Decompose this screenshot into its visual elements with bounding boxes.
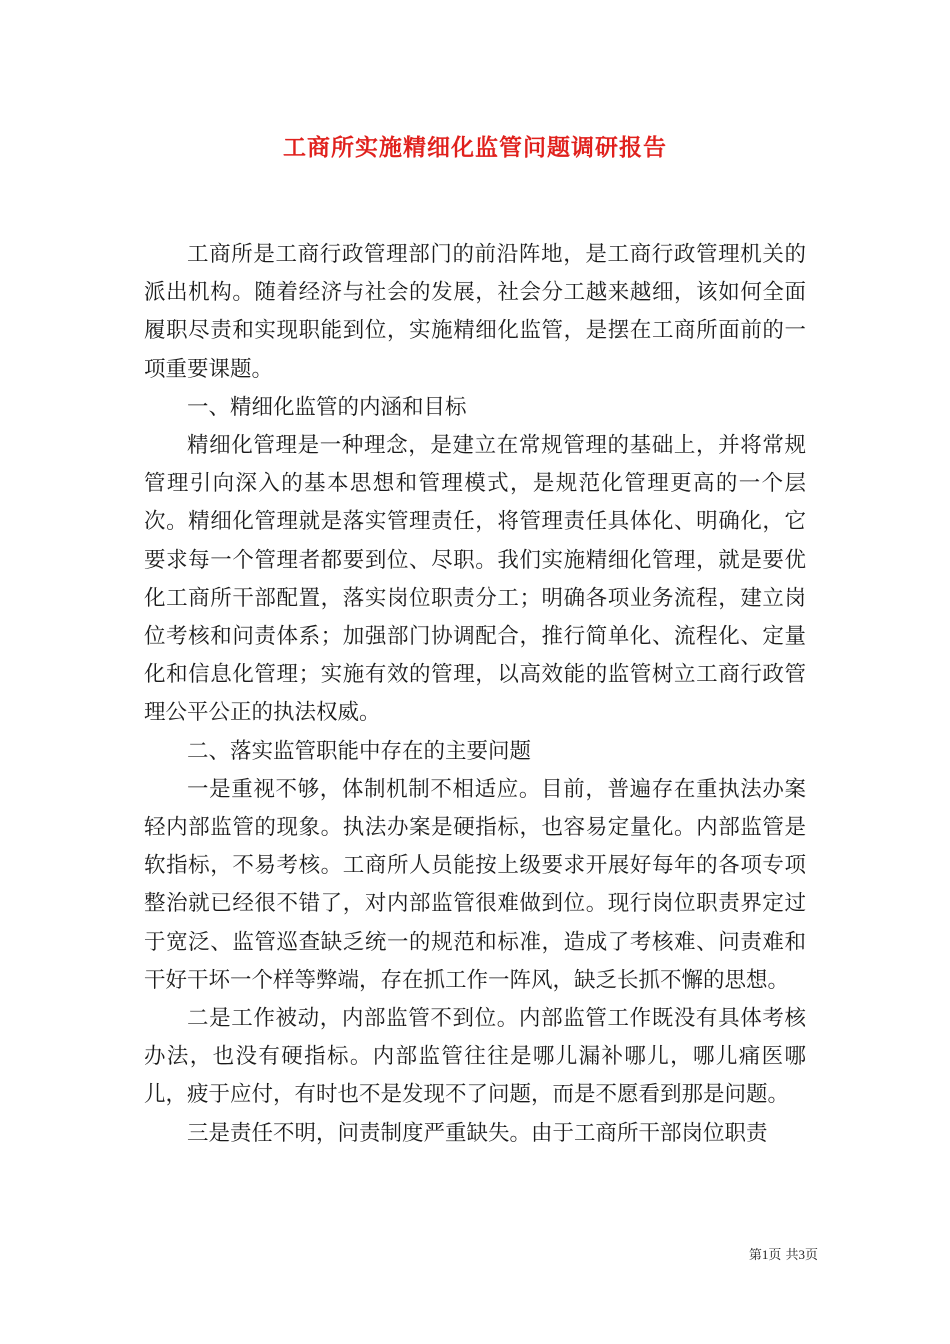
paragraph-problem-3: 三是责任不明，问责制度严重缺失。由于工商所干部岗位职责 <box>187 1120 768 1146</box>
paragraph-problem-2: 二是工作被动，内部监管不到位。内部监管工作既没有具体考核办法，也没有硬指标。内部监管往往是哪儿漏补哪儿，哪儿痛医哪儿，疲于应付，有时也不是发现不了问题，而是不愿看到那是问题。 <box>144 1006 806 1108</box>
section-heading-2: 二、落实监管职能中存在的主要问题 <box>187 738 532 764</box>
page-footer <box>688 1246 818 1265</box>
total-pages-number: 3 <box>798 1247 805 1262</box>
footer-middle: 页 共 <box>768 1248 799 1263</box>
footer-prefix: 第 <box>748 1248 762 1263</box>
document-title: 工商所实施精细化监管问题调研报告 <box>283 134 667 161</box>
section-heading-1: 一、精细化监管的内涵和目标 <box>187 394 467 420</box>
paragraph-intro: 工商所是工商行政管理部门的前沿阵地，是工商行政管理机关的派出机构。随着经济与社会的发展，社会分工越来越细，该如何全面履职尽责和实现职能到位，实施精细化监管，是摆在工商所面前的一项重要课题。 <box>144 242 806 382</box>
document-body <box>144 236 806 1153</box>
footer-suffix: 页 <box>804 1248 818 1263</box>
paragraph-problem-1: 一是重视不够，体制机制不相适应。目前，普遍存在重执法办案轻内部监管的现象。执法办案是硬指标，也容易定量化。内部监管是软指标，不易考核。工商所人员能按上级要求开展好每年的各项专项整治就已经很不错了，对内部监管很难做到位。现行岗位职责界定过于宽泛、监管巡查缺乏统一的规范和标准，造成了考核难、问责难和干好干坏一个样等弊端，存在抓工作一阵风，缺乏长抓不懈的思想。 <box>144 776 806 993</box>
current-page-number: 1 <box>761 1247 769 1262</box>
paragraph-connotation: 精细化管理是一种理念，是建立在常规管理的基础上，并将常规管理引向深入的基本思想和管理模式，是规范化管理更高的一个层次。精细化管理就是落实管理责任，将管理责任具体化、明确化，它要求每一个管理者都要到位、尽职。我们实施精细化管理，就是要优化工商所干部配置，落实岗位职责分工；明确各项业务流程，建立岗位考核和问责体系；加强部门协调配合，推行简单化、流程化、定量化和信息化管理；实施有效的管理，以高效能的监管树立工商行政管理公平公正的执法权威。 <box>144 433 806 726</box>
